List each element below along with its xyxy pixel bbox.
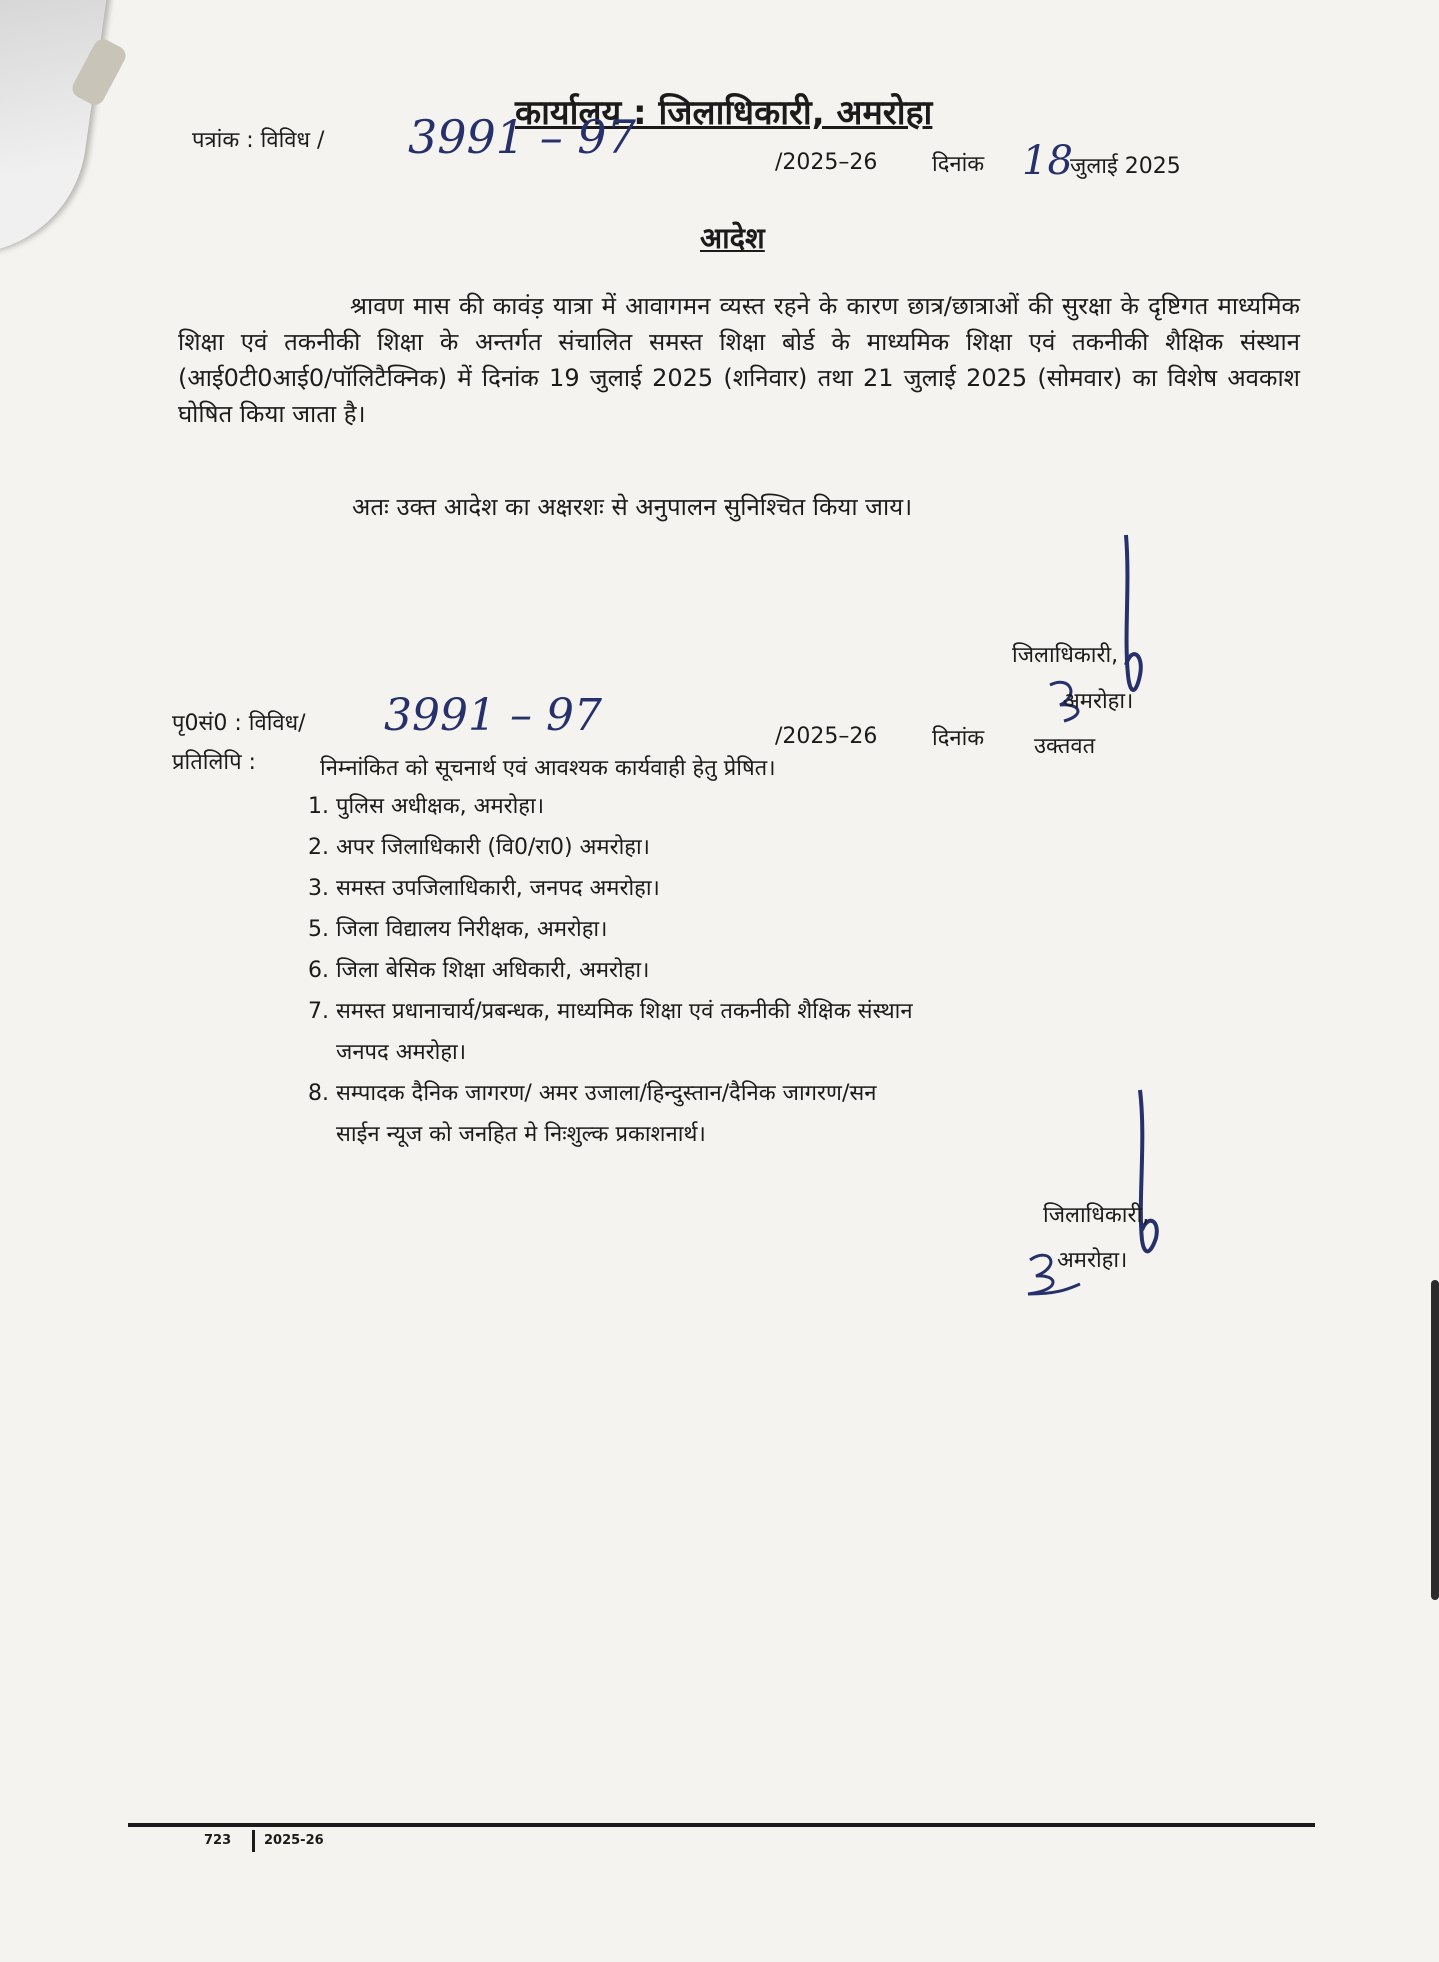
list-item: 5. जिला विद्यालय निरीक्षक, अमरोहा।	[308, 917, 608, 942]
footer-divider	[252, 1830, 255, 1852]
footer-year: 2025-26	[264, 1833, 324, 1848]
list-item: 6. जिला बेसिक शिक्षा अधिकारी, अमरोहा।	[308, 958, 650, 983]
list-item: 8. सम्पादक दैनिक जागरण/ अमर उजाला/हिन्दुस्तान/दैनिक जागरण/सन	[308, 1081, 877, 1106]
copy-label: प्रतिलिपि :	[172, 750, 256, 775]
distribution-list	[308, 786, 913, 1155]
copy-ref-label: पृ0सं0 : विविध/	[172, 711, 306, 736]
copy-date-label: दिनांक	[932, 726, 985, 751]
list-item-continuation: साईन न्यूज को जनहित मे निःशुल्क प्रकाशनार्थ।	[336, 1122, 706, 1147]
order-title: आदेश	[700, 221, 765, 255]
page-edge-shadow	[1431, 1280, 1439, 1600]
list-item: 1. पुलिस अधीक्षक, अमरोहा।	[308, 794, 545, 819]
footer-page-number: 723	[204, 1833, 232, 1848]
order-paragraph: श्रावण मास की कावंड़ यात्रा में आवागमन व्यस्त रहने के कारण छात्र/छात्राओं की सुरक्षा के दृष्टिगत माध्यमिक शिक्षा एवं तकनीकी शिक्षा के अन्तर्गत संचालित समस्त शिक्षा बोर्ड के माध्यमिक शिक्षा एवं तकनीकी शैक्षिक संस्थान (आई0टी0आई0/पॉलिटैक्निक) में दिनांक 19 जुलाई 2025 (शनिवार) तथा 21 जुलाई 2025 (सोमवार) का विशेष अवकाश घोषित किया जाता है।	[178, 292, 1300, 428]
signatory-title-2: जिलाधिकारी,	[1043, 1203, 1150, 1228]
date-label: दिनांक	[932, 152, 985, 177]
ref-number-handwritten: 3991 – 97	[408, 110, 636, 164]
list-item: 2. अपर जिलाधिकारी (वि0/रा0) अमरोहा।	[308, 835, 650, 860]
footer-rule	[128, 1823, 1315, 1827]
date-day-handwritten: 18	[1022, 138, 1073, 184]
ref-label: पत्रांक : विविध /	[192, 128, 325, 153]
copy-ref-year: /2025–26	[775, 724, 878, 749]
compliance-line: अतः उक्त आदेश का अक्षरशः से अनुपालन सुनिश्चित किया जाय।	[352, 493, 913, 521]
page-curl-shadow	[0, 0, 110, 269]
copy-date-value: उक्तवत	[1034, 734, 1096, 759]
list-item: 7. समस्त प्रधानाचार्य/प्रबन्धक, माध्यमिक शिक्षा एवं तकनीकी शैक्षिक संस्थान	[308, 999, 913, 1024]
list-item: 3. समस्त उपजिलाधिकारी, जनपद अमरोहा।	[308, 876, 660, 901]
ref-year: /2025–26	[775, 150, 878, 175]
signatory-place-1: अमरोहा।	[1063, 689, 1134, 714]
office-heading: कार्यालय : जिलाधिकारी, अमरोहा	[515, 93, 933, 133]
signatory-place-2: अमरोहा।	[1057, 1248, 1128, 1273]
date-month-year: जुलाई 2025	[1070, 154, 1181, 179]
copy-intro: निम्नांकित को सूचनार्थ एवं आवश्यक कार्यवाही हेतु प्रेषित।	[320, 756, 776, 781]
copy-ref-number-handwritten: 3991 – 97	[384, 690, 602, 741]
list-item-continuation: जनपद अमरोहा।	[336, 1040, 467, 1065]
signatory-title-1: जिलाधिकारी,	[1012, 643, 1119, 668]
